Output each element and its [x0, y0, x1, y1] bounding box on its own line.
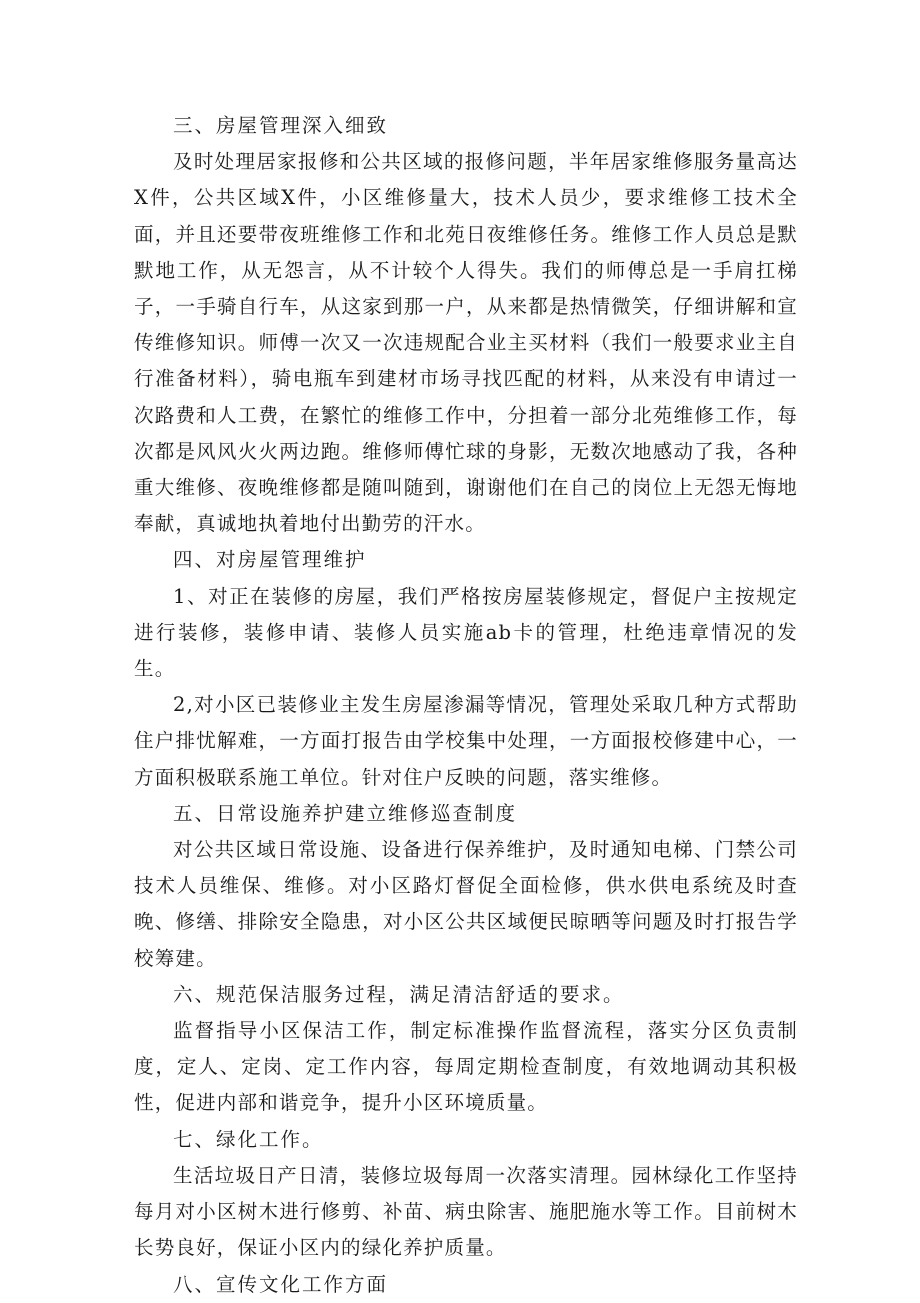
section-heading: 三、房屋管理深入细致: [173, 114, 389, 137]
paragraph: 1、对正在装修的房屋，我们严格按房屋装修规定，督促户主按规定进行装修，装修申请、装修人员实施ab卡的管理，杜绝违章情况的发生。: [134, 584, 798, 681]
section-heading: 七、绿化工作。: [173, 1127, 324, 1151]
paragraph: 对公共区域日常设施、设备进行保养维护，及时通知电梯、门禁公司技术人员维保、维修。对小区路灯督促全面检修，供水供电系统及时查晚、修缮、排除安全隐患，对小区公共区域便民晾晒等问题及时打报告学校筹建。: [134, 838, 798, 970]
paragraph: 生活垃圾日产日清，装修垃圾每周一次落实清理。园林绿化工作坚持每月对小区树木进行修剪、补苗、病虫除害、施肥施水等工作。目前树木长势良好，保证小区内的绿化养护质量。: [134, 1163, 798, 1260]
section-heading: 五、日常设施养护建立维修巡查制度: [173, 801, 518, 825]
section-heading: 八、宣传文化工作方面: [173, 1272, 389, 1296]
section-heading: 四、对房屋管理维护: [173, 548, 367, 572]
document-body: [134, 108, 798, 1303]
paragraph: 监督指导小区保洁工作，制定标准操作监督流程，落实分区负责制度，定人、定岗、定工作内容，每周定期检查制度，有效地调动其积极性，促进内部和谐竞争，提升小区环境质量。: [134, 1019, 798, 1115]
section-heading: 六、规范保洁服务过程，满足清洁舒适的要求。: [173, 982, 625, 1006]
paragraph: 2,对小区已装修业主发生房屋渗漏等情况，管理处采取几种方式帮助住户排忧解难，一方面打报告由学校集中处理，一方面报校修建中心，一方面积极联系施工单位。针对住户反映的问题，落实维修。: [134, 693, 798, 789]
paragraph: 及时处理居家报修和公共区域的报修问题，半年居家维修服务量高达X件，公共区域X件，小区维修量大，技术人员少，要求维修工技术全面，并且还要带夜班维修工作和北苑日夜维修任务。维修工作人员总是默默地工作，从无怨言，从不计较个人得失。我们的师傅总是一手肩扛梯子，一手骑自行车，从这家到那一户，从来都是热情微笑，仔细讲解和宣传维修知识。师傅一次又一次违规配合业主买材料（我们一般要求业主自行准备材料），骑电瓶车到建材市场寻找匹配的材料，从来没有申请过一次路费和人工费，在繁忙的维修工作中，分担着一部分北苑维修工作，每次都是风风火火两边跑。维修师傅忙球的身影，无数次地感动了我，各种重大维修、夜晚维修都是随叫随到，谢谢他们在自己的岗位上无怨无悔地奉献，真诚地执着地付出勤劳的汗水。: [134, 150, 798, 536]
